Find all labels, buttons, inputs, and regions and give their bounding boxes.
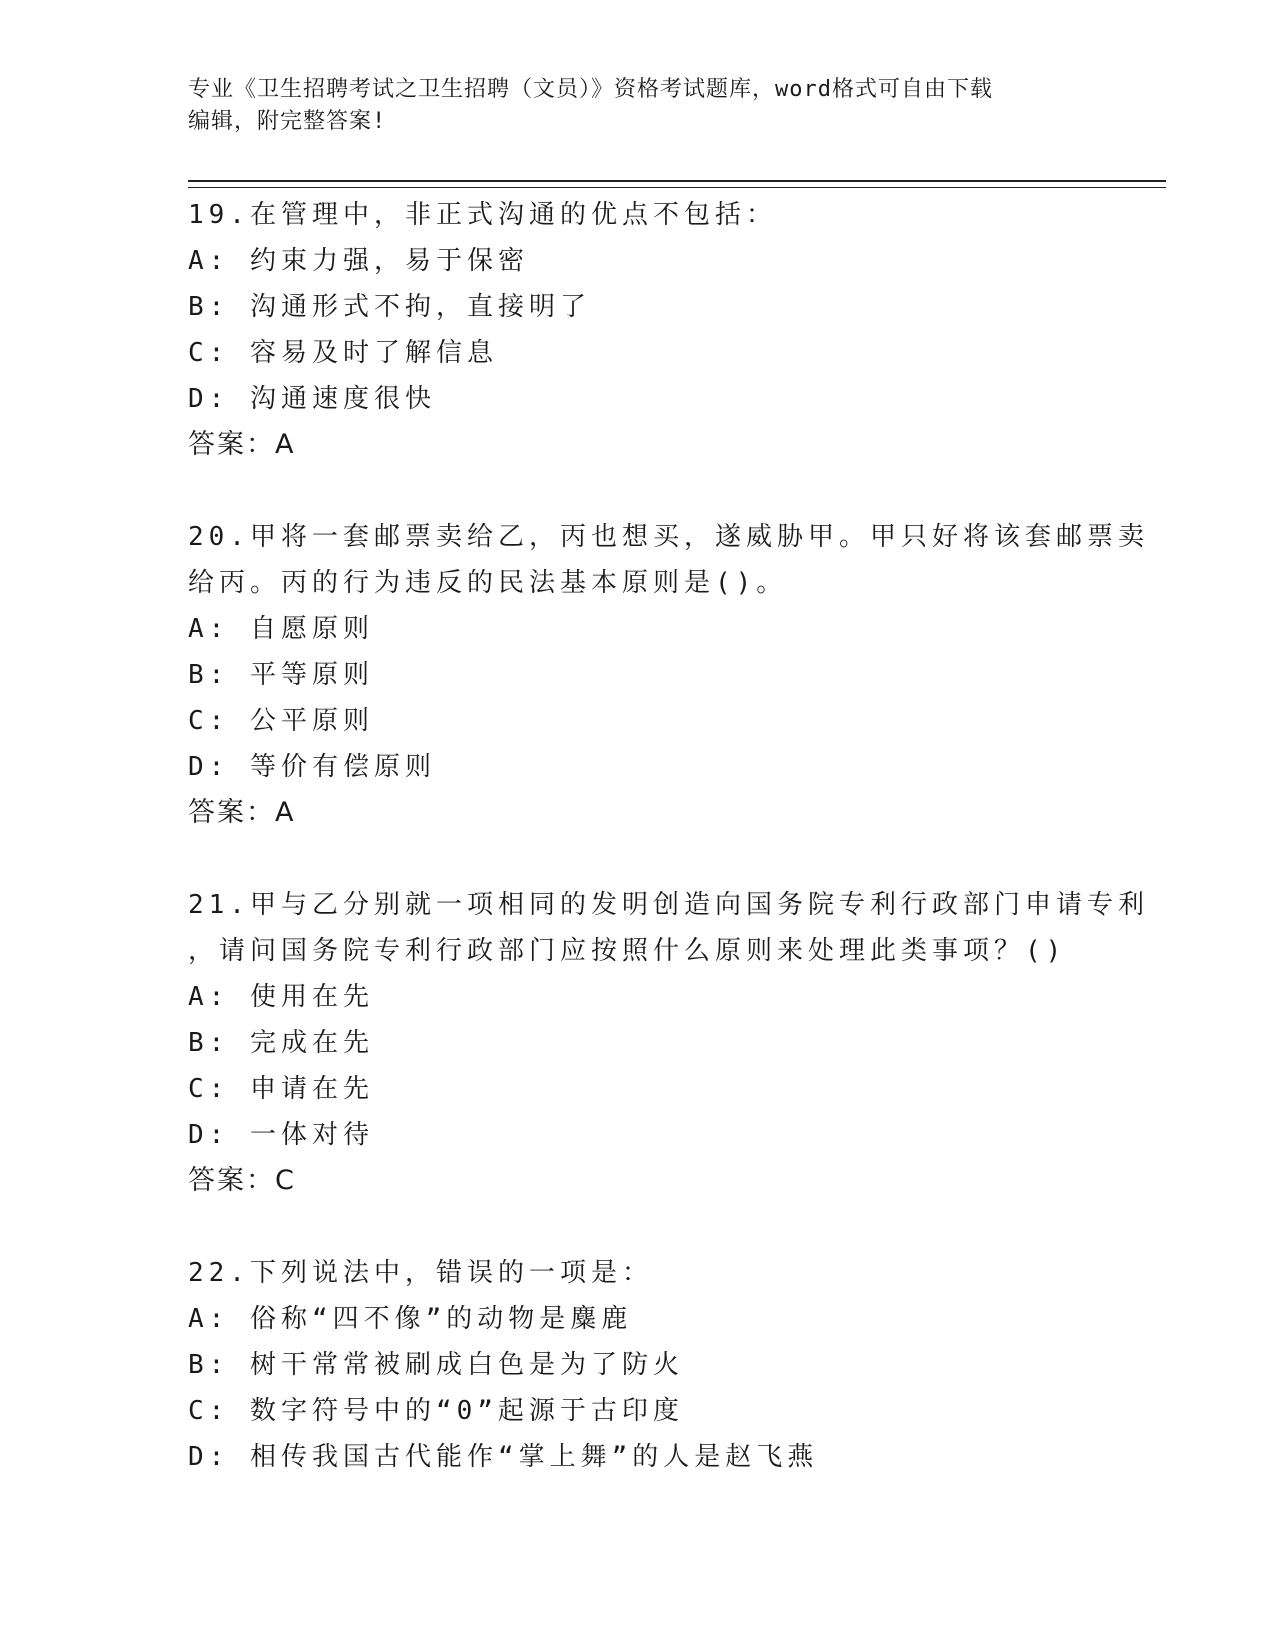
question-stem-continued: ，请问国务院专利行政部门应按照什么原则来处理此类事项？(): [188, 936, 1067, 966]
header-line-2: 编辑，附完整答案!: [188, 109, 387, 134]
option-c: C: 申请在先: [188, 1074, 374, 1104]
option-b: B: 树干常常被刷成白色是为了防火: [188, 1350, 684, 1380]
question-stem: 19.在管理中，非正式沟通的优点不包括：: [188, 200, 777, 230]
option-b: B: 平等原则: [188, 660, 374, 690]
option-c: C: 容易及时了解信息: [188, 338, 498, 368]
option-a: A: 俗称“四不像”的动物是麋鹿: [188, 1304, 633, 1334]
option-b: B: 完成在先: [188, 1028, 374, 1058]
question-stem: 20.甲将一套邮票卖给乙，丙也想买，遂威胁甲。甲只好将该套邮票卖: [188, 522, 1149, 552]
header-divider: [188, 180, 1166, 188]
question-21: [188, 882, 1149, 1204]
option-d: D: 沟通速度很快: [188, 384, 436, 414]
question-stem: 21.甲与乙分别就一项相同的发明创造向国务院专利行政部门申请专利: [188, 890, 1149, 920]
question-20: [188, 514, 1149, 836]
question-stem: 22.下列说法中，错误的一项是：: [188, 1258, 653, 1288]
header-line-1: 专业《卫生招聘考试之卫生招聘（文员）》资格考试题库，word格式可自由下载: [188, 77, 993, 102]
option-d: D: 相传我国古代能作“掌上舞”的人是赵飞燕: [188, 1442, 819, 1472]
option-a: A: 使用在先: [188, 982, 374, 1012]
document-header: [188, 74, 1088, 138]
answer-label: 答案：A: [188, 797, 296, 828]
option-c: C: 数字符号中的“0”起源于古印度: [188, 1396, 684, 1426]
option-c: C: 公平原则: [188, 706, 374, 736]
question-19: [188, 192, 1088, 468]
question-list: [188, 192, 1149, 1526]
option-a: A: 约束力强，易于保密: [188, 246, 529, 276]
option-d: D: 等价有偿原则: [188, 752, 436, 782]
answer-label: 答案：C: [188, 1165, 296, 1196]
option-b: B: 沟通形式不拘，直接明了: [188, 292, 591, 322]
answer-label: 答案：A: [188, 429, 296, 460]
question-22: [188, 1250, 1088, 1480]
option-d: D: 一体对待: [188, 1120, 374, 1150]
option-a: A: 自愿原则: [188, 614, 374, 644]
question-stem-continued: 给丙。丙的行为违反的民法基本原则是()。: [188, 568, 788, 598]
